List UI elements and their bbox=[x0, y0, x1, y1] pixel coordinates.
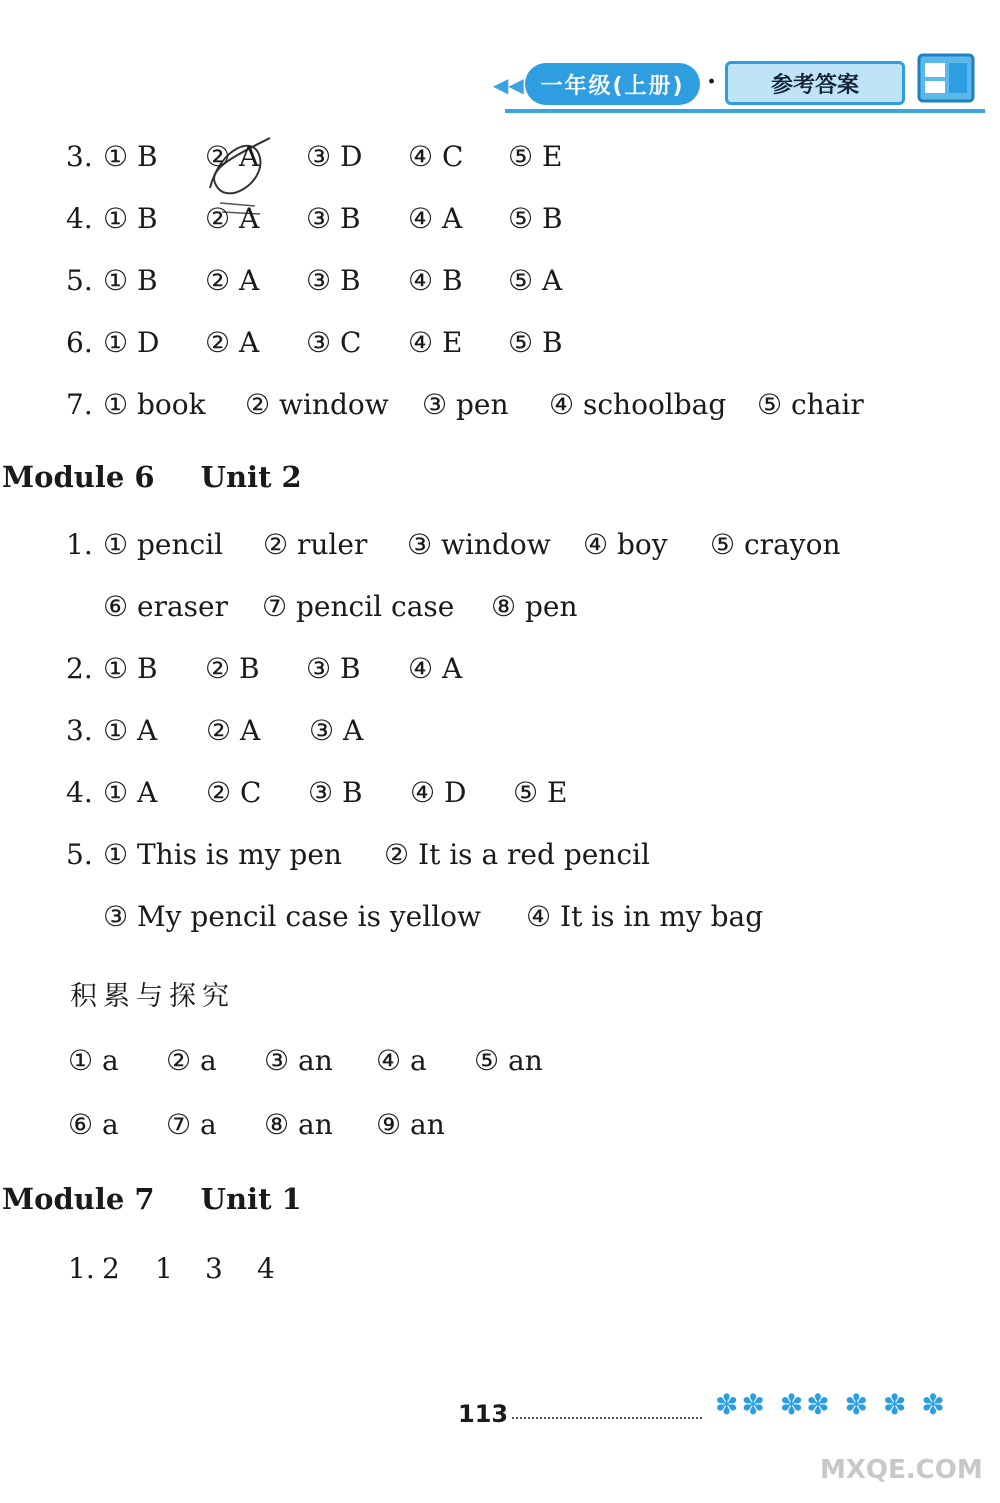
answer-item: ⑤ chair bbox=[757, 388, 864, 421]
unit-label: Unit 1 bbox=[200, 1182, 302, 1216]
answer-item: ② a bbox=[166, 1044, 217, 1077]
answer-item: ③ pen bbox=[422, 388, 509, 421]
answer-item: ④ A bbox=[408, 202, 463, 235]
answer-item: ③ B bbox=[306, 202, 361, 235]
answer-item: ③ C bbox=[306, 326, 362, 359]
answer-item: ⑨ an bbox=[376, 1108, 445, 1141]
answer-item: ② window bbox=[245, 388, 389, 421]
module-heading bbox=[2, 460, 302, 494]
answer-item: ⑧ pen bbox=[491, 590, 578, 623]
answer-item: ② A bbox=[205, 202, 260, 235]
answer-item: ⑤ an bbox=[474, 1044, 543, 1077]
question-number: 5. bbox=[66, 264, 93, 297]
answer-item: ① A bbox=[103, 776, 158, 809]
answer-item: ④ It is in my bag bbox=[526, 900, 764, 933]
answer-item: ② A bbox=[206, 714, 261, 747]
answer-item: ③ My pencil case is yellow bbox=[103, 900, 481, 933]
question-number: 3. bbox=[66, 140, 93, 173]
answer-item: ⑦ pencil case bbox=[262, 590, 455, 623]
answer-item: ③ B bbox=[306, 652, 361, 685]
page-number: 113 bbox=[458, 1400, 509, 1428]
answer-item: ① B bbox=[103, 652, 158, 685]
answer-item: ① book bbox=[103, 388, 206, 421]
answer-item: 2 bbox=[102, 1252, 120, 1285]
answer-item: ⑦ a bbox=[166, 1108, 217, 1141]
double-arrow-left-icon: ◀◀ bbox=[493, 73, 524, 97]
question-number: 4. bbox=[66, 202, 93, 235]
answer-item: ④ schoolbag bbox=[549, 388, 727, 421]
answer-item: ② It is a red pencil bbox=[384, 838, 650, 871]
answer-item: ③ window bbox=[407, 528, 551, 561]
answer-item: ③ B bbox=[306, 264, 361, 297]
answer-item: ② C bbox=[206, 776, 262, 809]
section-label: 参考答案 bbox=[725, 61, 905, 105]
answer-item: ④ a bbox=[376, 1044, 427, 1077]
answer-item: ① a bbox=[68, 1044, 119, 1077]
answer-item: ② ruler bbox=[263, 528, 368, 561]
flower-decoration-icon: ✽✽ ✽✽ ✽ ✽ ✽ bbox=[715, 1388, 948, 1421]
answer-item: ③ B bbox=[308, 776, 363, 809]
answer-item: ④ A bbox=[408, 652, 463, 685]
question-number: 5. bbox=[66, 838, 93, 871]
answer-item: ④ B bbox=[408, 264, 463, 297]
answer-item: ① pencil bbox=[103, 528, 224, 561]
question-number: 2. bbox=[66, 652, 93, 685]
answer-item: ① A bbox=[103, 714, 158, 747]
module-label: Module 6 bbox=[2, 460, 155, 494]
answer-item: ⑤ B bbox=[508, 202, 563, 235]
answer-item: ① This is my pen bbox=[103, 838, 342, 871]
answer-item: ① B bbox=[103, 202, 158, 235]
question-number: 4. bbox=[66, 776, 93, 809]
grade-badge: 一年级(上册) bbox=[525, 63, 700, 105]
answer-item: ② A bbox=[205, 264, 260, 297]
answer-item: ① D bbox=[103, 326, 160, 359]
answer-item: ② A bbox=[205, 326, 260, 359]
question-number: 3. bbox=[66, 714, 93, 747]
answer-item: ③ A bbox=[309, 714, 364, 747]
answer-item: ⑤ A bbox=[508, 264, 563, 297]
header-rule bbox=[505, 109, 985, 113]
answer-item: ⑤ B bbox=[508, 326, 563, 359]
answer-item: ⑥ eraser bbox=[103, 590, 228, 623]
answer-item: ① B bbox=[103, 140, 158, 173]
dotted-leader bbox=[512, 1417, 702, 1419]
answer-item: ⑥ a bbox=[68, 1108, 119, 1141]
question-number: 6. bbox=[66, 326, 93, 359]
answer-item: ④ D bbox=[410, 776, 467, 809]
answer-item: ④ boy bbox=[583, 528, 668, 561]
question-number: 1. bbox=[66, 528, 93, 561]
watermark: MXQE.COM bbox=[820, 1455, 983, 1485]
separator-dot: · bbox=[707, 67, 717, 97]
answer-item: ① B bbox=[103, 264, 158, 297]
answer-item: ③ an bbox=[264, 1044, 333, 1077]
subheading: 积累与探究 bbox=[70, 981, 235, 1012]
answer-item: ② B bbox=[205, 652, 260, 685]
answer-item: ④ E bbox=[408, 326, 463, 359]
question-number: 7. bbox=[66, 388, 93, 421]
answer-item: 4 bbox=[257, 1252, 275, 1285]
answer-item: ⑤ crayon bbox=[710, 528, 841, 561]
page-header bbox=[485, 45, 990, 115]
answer-item: ⑤ E bbox=[508, 140, 563, 173]
answer-item: ④ C bbox=[408, 140, 464, 173]
module-label: Module 7 bbox=[2, 1182, 155, 1216]
question-number: 1. bbox=[68, 1252, 95, 1285]
module-heading bbox=[2, 1182, 302, 1216]
answer-item: 3 bbox=[205, 1252, 223, 1285]
book-icon bbox=[915, 47, 977, 107]
answer-item: ⑧ an bbox=[264, 1108, 333, 1141]
answer-item: ② A bbox=[205, 140, 260, 173]
answer-item: ③ D bbox=[306, 140, 363, 173]
unit-label: Unit 2 bbox=[200, 460, 302, 494]
answer-item: ⑤ E bbox=[513, 776, 568, 809]
answer-item: 1 bbox=[155, 1252, 173, 1285]
